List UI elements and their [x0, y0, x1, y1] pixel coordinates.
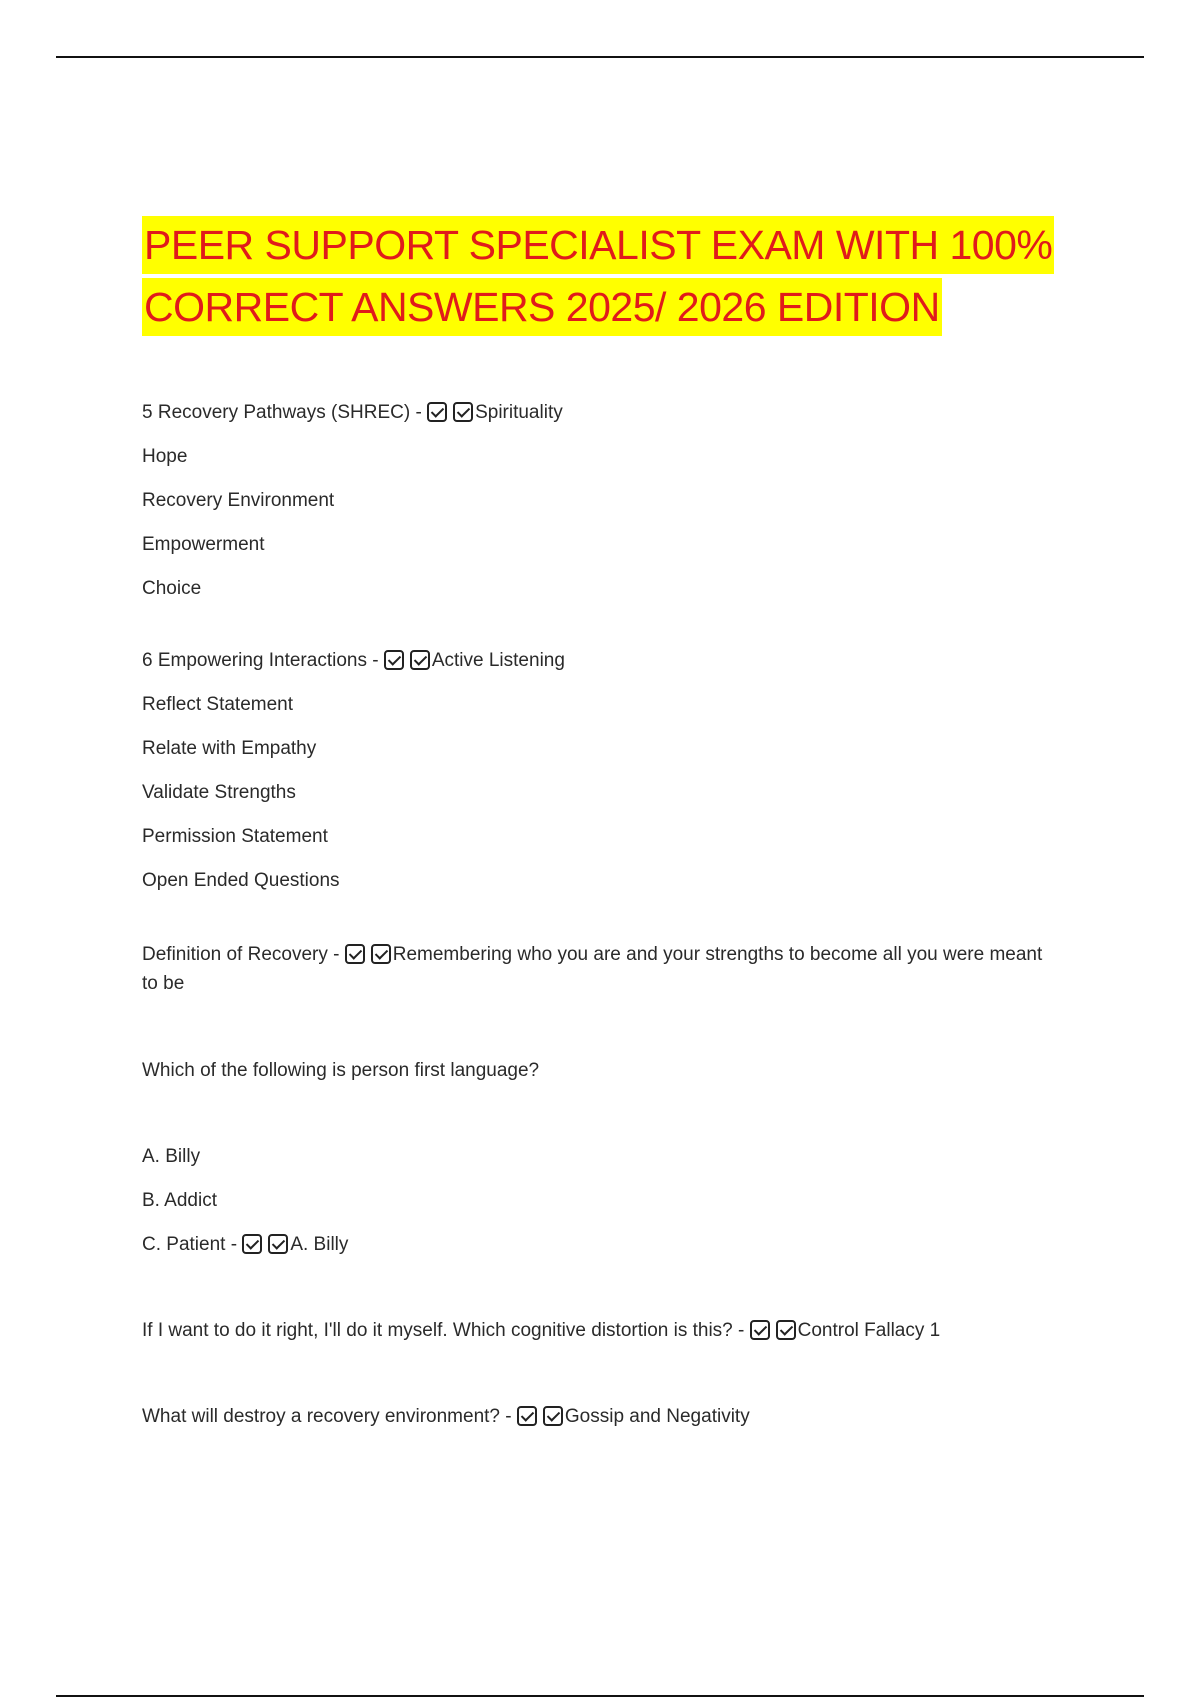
checkbox-icon — [371, 944, 391, 964]
list-item: Relate with Empathy — [142, 738, 317, 759]
question-prompt: If I want to do it right, I'll do it myself. Which cognitive distortion is this? - — [142, 1320, 745, 1341]
bottom-rule — [56, 1695, 1144, 1697]
list-item: Choice — [142, 578, 202, 599]
option-b: B. Addict — [142, 1190, 217, 1211]
list-item: Reflect Statement — [142, 694, 294, 715]
list-item: Open Ended Questions — [142, 870, 340, 891]
checkbox-icon — [750, 1320, 770, 1340]
checkbox-icon — [410, 650, 430, 670]
checkbox-icon — [268, 1234, 288, 1254]
answer-text: A. Billy — [290, 1234, 349, 1255]
list-item: Validate Strengths — [142, 782, 296, 803]
title-line-2: CORRECT ANSWERS 2025/ 2026 EDITION — [142, 278, 942, 336]
document-title — [142, 216, 1062, 340]
answer-text: Control Fallacy 1 — [797, 1320, 941, 1341]
answer-text: Gossip and Negativity — [564, 1406, 750, 1427]
checkbox-icon — [543, 1406, 563, 1426]
answer-text: Remembering who you are and your strengths to become all you were meant to be — [142, 944, 1043, 994]
question-recovery-pathways — [142, 400, 1062, 426]
question-definition-of-recovery — [142, 940, 1062, 998]
document-body — [142, 400, 1062, 1448]
option-text: C. Patient - — [142, 1234, 238, 1255]
checkbox-icon — [427, 402, 447, 422]
option-a: A. Billy — [142, 1146, 201, 1167]
checkbox-icon — [384, 650, 404, 670]
question-prompt: Definition of Recovery - — [142, 944, 340, 965]
checkbox-icon — [776, 1320, 796, 1340]
top-rule — [56, 56, 1144, 58]
question-prompt: What will destroy a recovery environment? - — [142, 1406, 512, 1427]
answer-text: Spirituality — [475, 402, 563, 423]
question-empowering-interactions — [142, 648, 1062, 674]
option-c — [142, 1232, 1062, 1258]
list-item: Empowerment — [142, 534, 265, 555]
checkbox-icon — [517, 1406, 537, 1426]
question-person-first-language: Which of the following is person first language? — [142, 1060, 540, 1081]
list-item: Recovery Environment — [142, 490, 335, 511]
question-recovery-environment — [142, 1404, 1062, 1430]
list-item: Permission Statement — [142, 826, 328, 847]
checkbox-icon — [453, 402, 473, 422]
list-item: Hope — [142, 446, 188, 467]
checkbox-icon — [242, 1234, 262, 1254]
question-prompt: 6 Empowering Interactions - — [142, 650, 379, 671]
question-prompt: 5 Recovery Pathways (SHREC) - — [142, 402, 422, 423]
checkbox-icon — [345, 944, 365, 964]
answer-text: Active Listening — [431, 650, 565, 671]
question-cognitive-distortion — [142, 1318, 1062, 1344]
title-line-1: PEER SUPPORT SPECIALIST EXAM WITH 100% — [142, 216, 1054, 274]
